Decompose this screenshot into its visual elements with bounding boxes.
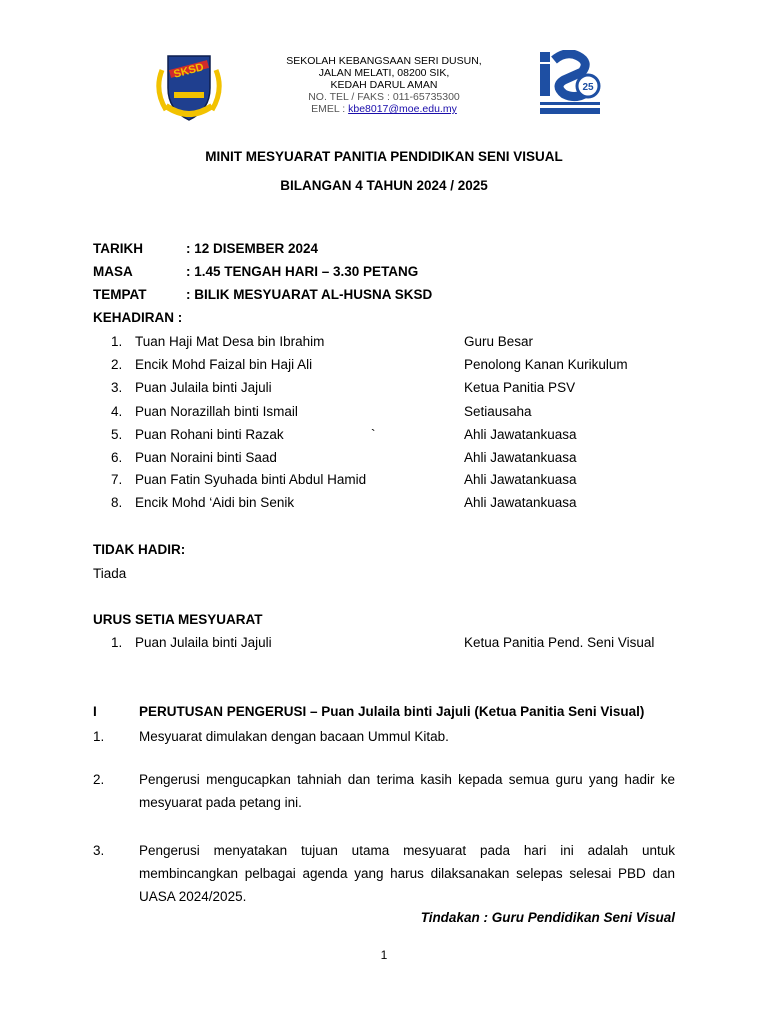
school-letterhead (234, 55, 534, 115)
item-text: Pengerusi menyatakan tujuan utama mesyuarat pada hari ini adalah untuk membincangkan pelbagai agenda yang harus dilaksanakan selepas selesai PBD dan UASA 2024/2025. (139, 843, 675, 904)
attendance-row (93, 472, 693, 492)
email-line (234, 103, 534, 115)
item-number: 3. (93, 843, 105, 858)
meta-value: : 1.45 TENGAH HARI – 3.30 PETANG (186, 264, 419, 279)
action-note: Tindakan : Guru Pendidikan Seni Visual (420, 910, 675, 925)
row-number: 8. (111, 495, 123, 510)
row-number: 1. (111, 635, 123, 650)
page-number: 1 (380, 948, 388, 962)
attendance-row (93, 495, 693, 515)
member-role: Setiausaha (464, 404, 532, 419)
member-name: Encik Mohd Faizal bin Haji Ali (135, 357, 313, 372)
attendance-row (93, 450, 693, 470)
ts25-logo-icon (536, 50, 606, 120)
row-number: 5. (111, 427, 123, 442)
row-number: 4. (111, 404, 123, 419)
meta-value: : BILIK MESYUARAT AL-HUSNA SKSD (186, 287, 433, 302)
member-role: Guru Besar (464, 334, 534, 349)
member-role: Ahli Jawatankuasa (464, 450, 577, 465)
meta-key: MASA (93, 264, 133, 279)
member-name: Puan Julaila binti Jajuli (135, 635, 272, 650)
crest-text: SKSD (172, 61, 206, 81)
secretariat-row (93, 635, 693, 655)
absent-value: Tiada (93, 566, 127, 581)
row-number: 3. (111, 380, 123, 395)
meta-key: TARIKH (93, 241, 143, 256)
item-number: 1. (93, 729, 105, 744)
attendance-row (93, 357, 693, 377)
school-crest-icon (152, 50, 226, 124)
member-role: Ketua Panitia Pend. Seni Visual (464, 635, 655, 650)
member-role: Ketua Panitia PSV (464, 380, 576, 395)
member-role: Ahli Jawatankuasa (464, 472, 577, 487)
email-link[interactable]: kbe8017@moe.edu.my (348, 103, 457, 115)
email-label: EMEL : (311, 103, 346, 115)
address-line-2: KEDAH DARUL AMAN (330, 79, 438, 91)
item-number: 2. (93, 772, 105, 787)
attendance-row (93, 380, 693, 400)
row-number: 2. (111, 357, 123, 372)
member-name: Puan Noraini binti Saad (135, 450, 277, 465)
meta-time (93, 264, 418, 279)
stray-mark: ` (371, 427, 376, 442)
row-number: 7. (111, 472, 123, 487)
meta-value: : 12 DISEMBER 2024 (186, 241, 319, 256)
member-name: Puan Norazillah binti Ismail (135, 404, 298, 419)
row-number: 6. (111, 450, 123, 465)
attendance-row (93, 334, 693, 354)
attendance-heading: KEHADIRAN : (93, 310, 183, 325)
secretariat-heading: URUS SETIA MESYUARAT (93, 612, 263, 627)
document-subtitle: BILANGAN 4 TAHUN 2024 / 2025 (280, 178, 488, 193)
member-name: Encik Mohd ‘Aidi bin Senik (135, 495, 295, 510)
member-name: Puan Julaila binti Jajuli (135, 380, 272, 395)
section-heading-row (93, 704, 683, 724)
attendance-row (93, 404, 693, 424)
row-number: 1. (111, 334, 123, 349)
address-line-1: JALAN MELATI, 08200 SIK, (318, 67, 450, 79)
section-heading: PERUTUSAN PENGERUSI – Puan Julaila binti Jajuli (Ketua Panitia Seni Visual) (139, 704, 645, 719)
member-role: Ahli Jawatankuasa (464, 495, 577, 510)
member-name: Puan Rohani binti Razak (135, 427, 284, 442)
document-title: MINIT MESYUARAT PANITIA PENDIDIKAN SENI VISUAL (205, 149, 563, 164)
item-text: Pengerusi mengucapkan tahniah dan terima kasih kepada semua guru yang hadir ke mesyuarat pada petang ini. (139, 772, 675, 810)
item-text: Mesyuarat dimulakan dengan bacaan Ummul Kitab. (139, 729, 449, 744)
member-name: Puan Fatin Syuhada binti Abdul Hamid (135, 472, 367, 487)
absent-heading: TIDAK HADIR: (93, 542, 186, 557)
meta-venue (93, 287, 432, 302)
attendance-row (93, 427, 693, 447)
school-name: SEKOLAH KEBANGSAAN SERI DUSUN, (286, 55, 482, 67)
member-role: Ahli Jawatankuasa (464, 427, 577, 442)
phone-number: NO. TEL / FAKS : 011-65735300 (308, 91, 460, 103)
ts25-number: 25 (582, 82, 594, 93)
meta-key: TEMPAT (93, 287, 147, 302)
meta-date (93, 241, 318, 256)
member-role: Penolong Kanan Kurikulum (464, 357, 628, 372)
section-number: I (93, 704, 97, 719)
member-name: Tuan Haji Mat Desa bin Ibrahim (135, 334, 325, 349)
